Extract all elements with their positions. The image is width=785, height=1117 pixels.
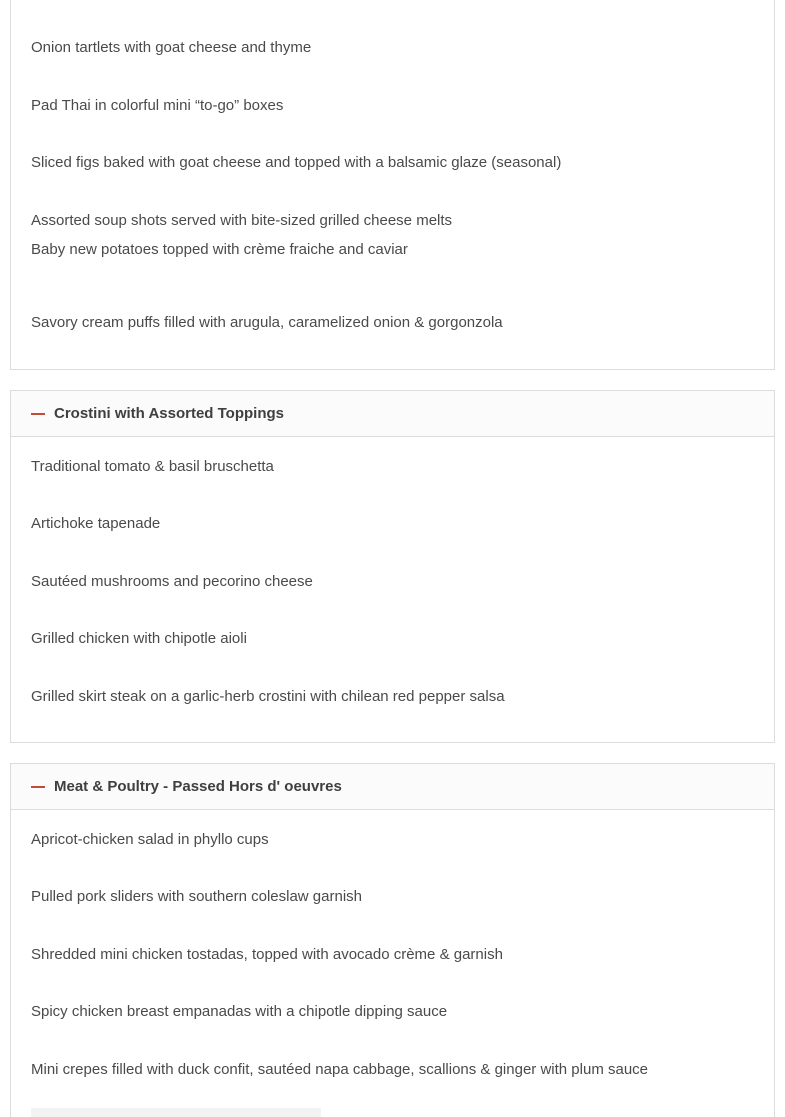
- list-item: Shredded mini chicken tostadas, topped with avocado crème & garnish: [31, 946, 503, 963]
- accordion-panel-crostini: [10, 390, 775, 743]
- accordion-header-crostini[interactable]: [11, 391, 774, 437]
- list-item: Artichoke tapenade: [31, 515, 161, 532]
- list-item: Pad Thai in colorful mini “to-go” boxes: [31, 97, 284, 114]
- accordion-panel-hors-doeuvres: [10, 0, 775, 370]
- list-item: Traditional tomato & basil bruschetta: [31, 458, 274, 475]
- list-item: Baby new potatoes topped with crème fraiche and caviar: [31, 241, 408, 258]
- list-item: Grilled chicken with chipotle aioli: [31, 630, 247, 647]
- list-item: Spicy chicken breast empanadas with a chipotle dipping sauce: [31, 1003, 448, 1020]
- accordion-title: Meat & Poultry - Passed Hors d' oeuvres: [54, 778, 342, 795]
- list-item: Sliced figs baked with goat cheese and topped with a balsamic glaze (seasonal): [31, 154, 562, 171]
- list-item: Savory cream puffs filled with arugula, caramelized onion & gorgonzola: [31, 314, 503, 331]
- accordion-header-meat-poultry[interactable]: [11, 764, 774, 810]
- list-item: Onion tartlets with goat cheese and thyme: [31, 39, 312, 56]
- collapse-minus-icon[interactable]: [31, 786, 45, 788]
- list-item: Assorted soup shots served with bite-sized grilled cheese melts: [31, 212, 453, 229]
- list-item: Sautéed mushrooms and pecorino cheese: [31, 573, 313, 590]
- list-item: Apricot-chicken salad in phyllo cups: [31, 831, 269, 848]
- cut-off-item: [31, 1108, 321, 1117]
- accordion-panel-meat-poultry: [10, 763, 775, 1117]
- accordion-title: Crostini with Assorted Toppings: [54, 405, 284, 422]
- collapse-minus-icon[interactable]: [31, 413, 45, 415]
- list-item: Pulled pork sliders with southern coleslaw garnish: [31, 888, 362, 905]
- list-item: Grilled skirt steak on a garlic-herb crostini with chilean red pepper salsa: [31, 688, 505, 705]
- list-item: Mini crepes filled with duck confit, sautéed napa cabbage, scallions & ginger with plum sauce: [31, 1061, 649, 1078]
